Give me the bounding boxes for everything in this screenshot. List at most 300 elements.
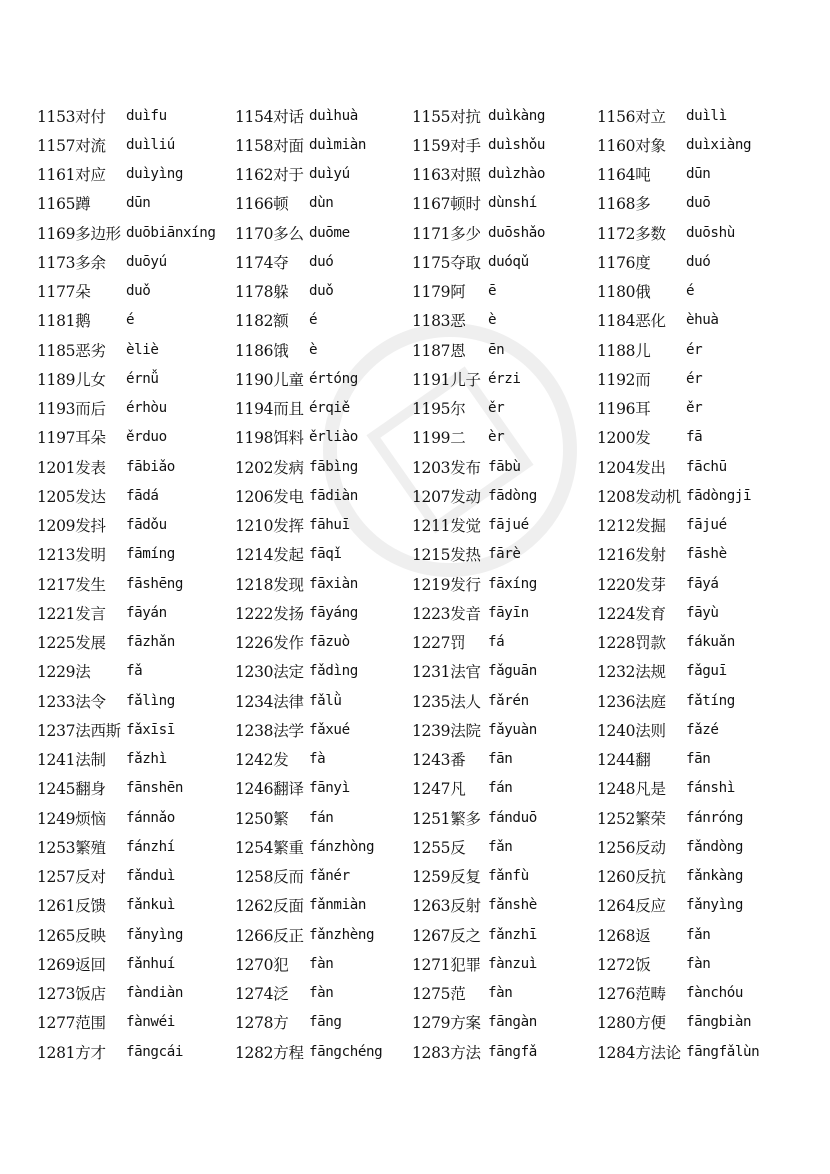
vocab-entry [235, 569, 412, 598]
vocab-entry [412, 832, 597, 861]
entry-number-word: 1215发热 [412, 546, 481, 565]
entry-number-word: 1278方 [235, 1014, 289, 1033]
entry-number-word: 1265反映 [37, 926, 106, 945]
entry-number-word: 1261反馈 [37, 897, 106, 916]
entry-pinyin: fá [488, 634, 505, 651]
entry-pinyin: fǎnkuì [126, 897, 175, 914]
vocab-entry [597, 949, 777, 978]
entry-number-word: 1282方程 [235, 1043, 304, 1062]
entry-number-word: 1256反动 [597, 838, 666, 857]
vocab-entry [597, 686, 777, 715]
entry-pinyin: fādòng [488, 487, 537, 504]
entry-pinyin: fǎ [126, 663, 143, 680]
entry-pinyin: fāxiàn [309, 575, 358, 592]
vocab-entry [235, 1008, 412, 1037]
entry-pinyin: fàn [488, 985, 513, 1002]
entry-pinyin: fǎguān [488, 663, 537, 680]
entry-pinyin: fānshēn [126, 780, 183, 797]
entry-number-word: 1233法令 [37, 692, 106, 711]
vocab-entry [235, 979, 412, 1008]
entry-number-word: 1210发挥 [235, 517, 304, 536]
entry-pinyin: fànchóu [686, 985, 743, 1002]
entry-number-word: 1155对抗 [412, 107, 481, 126]
vocab-entry [235, 306, 412, 335]
entry-pinyin: duōshǎo [488, 224, 545, 241]
vocab-entry [597, 745, 777, 774]
entry-pinyin: dùnshí [488, 195, 537, 212]
vocab-entry [235, 160, 412, 189]
vocab-entry [597, 569, 777, 598]
entry-number-word: 1190儿童 [235, 370, 304, 389]
entry-number-word: 1279方案 [412, 1014, 481, 1033]
entry-number-word: 1281方才 [37, 1043, 106, 1062]
entry-pinyin: fàn [686, 955, 711, 972]
entry-number-word: 1275范 [412, 985, 466, 1004]
entry-pinyin: fāshè [686, 546, 727, 563]
entry-number-word: 1183恶 [412, 312, 466, 331]
entry-number-word: 1188儿 [597, 341, 651, 360]
vocab-entry [37, 101, 235, 130]
entry-pinyin: fāngcái [126, 1043, 183, 1060]
entry-number-word: 1165蹲 [37, 195, 91, 214]
entry-pinyin: ěr [686, 400, 703, 417]
entry-number-word: 1248凡是 [597, 780, 666, 799]
entry-pinyin: fāngchéng [309, 1043, 383, 1060]
vocab-entry [37, 862, 235, 891]
entry-pinyin: ē [488, 283, 497, 300]
entry-pinyin: fǎtíng [686, 692, 735, 709]
vocab-entry [412, 569, 597, 598]
entry-number-word: 1244翻 [597, 751, 651, 770]
vocab-entry [37, 189, 235, 218]
entry-number-word: 1177朵 [37, 283, 91, 302]
entry-pinyin: fāyán [126, 604, 167, 621]
entry-number-word: 1273饭店 [37, 985, 106, 1004]
entry-pinyin: fājué [488, 517, 529, 534]
vocab-entry [412, 101, 597, 130]
entry-pinyin: fànwéi [126, 1014, 175, 1031]
vocab-entry [235, 423, 412, 452]
entry-number-word: 1213发明 [37, 546, 106, 565]
entry-pinyin: fāngfǎlùn [686, 1043, 760, 1060]
vocab-entry [412, 920, 597, 949]
entry-number-word: 1178躲 [235, 283, 289, 302]
entry-pinyin: fǎnyìng [686, 897, 743, 914]
entry-pinyin: ēn [488, 341, 505, 358]
vocab-entry [412, 423, 597, 452]
vocab-entry [597, 160, 777, 189]
vocabulary-table [37, 101, 777, 1066]
vocab-entry [597, 511, 777, 540]
entry-pinyin: fán [309, 809, 334, 826]
entry-pinyin: fàn [309, 955, 334, 972]
entry-pinyin: fǎndòng [686, 838, 743, 855]
vocab-entry [412, 394, 597, 423]
entry-number-word: 1170多么 [235, 224, 304, 243]
entry-number-word: 1234法律 [235, 692, 304, 711]
entry-number-word: 1174夺 [235, 253, 289, 272]
entry-pinyin: érqiě [309, 400, 350, 417]
entry-number-word: 1254繁重 [235, 838, 304, 857]
entry-number-word: 1153对付 [37, 107, 106, 126]
vocab-entry [412, 598, 597, 627]
entry-number-word: 1191儿子 [412, 370, 481, 389]
entry-pinyin: duìyú [309, 166, 350, 183]
vocab-entry [597, 481, 777, 510]
vocab-entry [235, 862, 412, 891]
entry-pinyin: duō [686, 195, 711, 212]
entry-number-word: 1201发表 [37, 458, 106, 477]
entry-number-word: 1258反而 [235, 868, 304, 887]
entry-pinyin: fǎnhuí [126, 955, 175, 972]
vocab-entry [597, 364, 777, 393]
entry-pinyin: fánzhòng [309, 838, 375, 855]
vocab-entry [597, 832, 777, 861]
entry-number-word: 1255反 [412, 838, 466, 857]
entry-pinyin: dūn [126, 195, 151, 212]
entry-number-word: 1208发动机 [597, 487, 681, 506]
vocab-entry [37, 1008, 235, 1037]
entry-pinyin: duìlì [686, 107, 727, 124]
vocab-entry [37, 130, 235, 159]
entry-number-word: 1193而后 [37, 400, 106, 419]
vocab-entry [597, 1008, 777, 1037]
vocab-entry [37, 686, 235, 715]
entry-pinyin: fāhuī [309, 517, 350, 534]
entry-pinyin: fǎxué [309, 721, 350, 738]
vocab-entry [235, 511, 412, 540]
entry-number-word: 1172多数 [597, 224, 666, 243]
entry-number-word: 1264反应 [597, 897, 666, 916]
entry-pinyin: fānyì [309, 780, 350, 797]
entry-pinyin: é [309, 312, 318, 329]
entry-pinyin: è [488, 312, 497, 329]
vocab-entry [37, 335, 235, 364]
entry-number-word: 1283方法 [412, 1043, 481, 1062]
vocab-entry [235, 335, 412, 364]
entry-pinyin: fàndiàn [126, 985, 183, 1002]
vocab-entry [412, 1008, 597, 1037]
vocab-entry [37, 891, 235, 920]
vocab-entry [412, 277, 597, 306]
vocab-entry [235, 598, 412, 627]
entry-number-word: 1204发出 [597, 458, 666, 477]
entry-number-word: 1166顿 [235, 195, 289, 214]
entry-pinyin: èhuà [686, 312, 719, 329]
vocab-entry [37, 540, 235, 569]
entry-number-word: 1280方便 [597, 1014, 666, 1033]
vocab-entry [412, 715, 597, 744]
vocab-entry [412, 189, 597, 218]
entry-pinyin: fǎnduì [126, 868, 175, 885]
vocab-entry [37, 628, 235, 657]
vocab-entry [37, 394, 235, 423]
entry-number-word: 1253繁殖 [37, 838, 106, 857]
vocab-entry [37, 715, 235, 744]
entry-number-word: 1271犯罪 [412, 955, 481, 974]
entry-pinyin: fǎnyìng [126, 926, 183, 943]
vocab-entry [597, 1037, 777, 1066]
vocab-entry [235, 657, 412, 686]
entry-number-word: 1184恶化 [597, 312, 666, 331]
entry-number-word: 1230法定 [235, 663, 304, 682]
vocab-entry [597, 335, 777, 364]
vocab-entry [412, 745, 597, 774]
vocab-entry [37, 598, 235, 627]
entry-number-word: 1198饵料 [235, 429, 304, 448]
entry-pinyin: fǎdìng [309, 663, 358, 680]
entry-pinyin: duōyú [126, 253, 167, 270]
entry-pinyin: fánzhí [126, 838, 175, 855]
entry-pinyin: érhòu [126, 400, 167, 417]
entry-pinyin: duìxiàng [686, 136, 752, 153]
entry-pinyin: duìhuà [309, 107, 358, 124]
entry-number-word: 1202发病 [235, 458, 304, 477]
entry-pinyin: fāyáng [309, 604, 358, 621]
entry-number-word: 1219发行 [412, 575, 481, 594]
vocab-entry [235, 130, 412, 159]
entry-number-word: 1223发音 [412, 604, 481, 623]
vocab-entry [412, 891, 597, 920]
vocab-entry [235, 686, 412, 715]
entry-pinyin: fà [309, 751, 326, 768]
entry-pinyin: èr [488, 429, 505, 446]
vocab-entry [235, 628, 412, 657]
vocab-entry [37, 1037, 235, 1066]
entry-pinyin: fādiàn [309, 487, 358, 504]
entry-number-word: 1156对立 [597, 107, 666, 126]
vocab-entry [597, 540, 777, 569]
entry-pinyin: fǎyuàn [488, 721, 537, 738]
vocab-entry [235, 715, 412, 744]
vocab-entry [235, 394, 412, 423]
entry-pinyin: fāngàn [488, 1014, 537, 1031]
entry-pinyin: fāzuò [309, 634, 350, 651]
vocab-entry [37, 949, 235, 978]
entry-pinyin: fǎnfù [488, 868, 529, 885]
entry-number-word: 1252繁荣 [597, 809, 666, 828]
entry-pinyin: fànzuì [488, 955, 537, 972]
vocab-entry [597, 803, 777, 832]
vocab-entry [412, 130, 597, 159]
entry-number-word: 1214发起 [235, 546, 304, 565]
vocab-entry [597, 189, 777, 218]
entry-pinyin: fājué [686, 517, 727, 534]
vocab-entry [597, 715, 777, 744]
entry-number-word: 1162对于 [235, 166, 304, 185]
entry-pinyin: fāmíng [126, 546, 175, 563]
vocab-entry [37, 511, 235, 540]
entry-number-word: 1242发 [235, 751, 289, 770]
entry-number-word: 1173多余 [37, 253, 106, 272]
vocab-entry [235, 745, 412, 774]
entry-pinyin: fǎguī [686, 663, 727, 680]
vocab-entry [412, 803, 597, 832]
entry-pinyin: fādá [126, 487, 159, 504]
entry-pinyin: fánnǎo [126, 809, 175, 826]
entry-number-word: 1267反之 [412, 926, 481, 945]
entry-number-word: 1211发觉 [412, 517, 481, 536]
entry-pinyin: é [686, 283, 695, 300]
vocab-entry [597, 394, 777, 423]
entry-number-word: 1284方法论 [597, 1043, 681, 1062]
entry-number-word: 1243番 [412, 751, 466, 770]
entry-number-word: 1236法庭 [597, 692, 666, 711]
entry-pinyin: ér [686, 341, 703, 358]
entry-pinyin: é [126, 312, 135, 329]
vocab-entry [412, 657, 597, 686]
entry-number-word: 1176度 [597, 253, 651, 272]
entry-number-word: 1169多边形 [37, 224, 121, 243]
entry-number-word: 1269返回 [37, 955, 106, 974]
vocab-entry [412, 979, 597, 1008]
entry-pinyin: fǎzhì [126, 751, 167, 768]
vocab-entry [597, 979, 777, 1008]
entry-pinyin: fāng [309, 1014, 342, 1031]
entry-number-word: 1187恩 [412, 341, 466, 360]
vocab-entry [37, 160, 235, 189]
vocab-entry [235, 189, 412, 218]
entry-pinyin: fāyá [686, 575, 719, 592]
vocab-entry [37, 745, 235, 774]
entry-pinyin: fāqǐ [309, 546, 342, 563]
vocab-entry [235, 481, 412, 510]
entry-pinyin: fákuǎn [686, 634, 735, 651]
vocab-entry [37, 803, 235, 832]
entry-pinyin: fǎnmiàn [309, 897, 366, 914]
entry-number-word: 1272饭 [597, 955, 651, 974]
vocab-entry [235, 1037, 412, 1066]
vocab-entry [412, 540, 597, 569]
entry-pinyin: fā [686, 429, 703, 446]
entry-number-word: 1239法院 [412, 721, 481, 740]
entry-number-word: 1157对流 [37, 136, 106, 155]
entry-pinyin: duōme [309, 224, 350, 241]
vocab-entry [235, 277, 412, 306]
vocab-entry [37, 481, 235, 510]
entry-number-word: 1238法学 [235, 721, 304, 740]
entry-pinyin: duōbiānxíng [126, 224, 216, 241]
entry-pinyin: értóng [309, 370, 358, 387]
entry-pinyin: fādǒu [126, 517, 167, 534]
entry-pinyin: fǎn [686, 926, 711, 943]
entry-number-word: 1270犯 [235, 955, 289, 974]
entry-pinyin: duó [686, 253, 711, 270]
vocab-entry [412, 481, 597, 510]
vocab-entry [412, 364, 597, 393]
entry-number-word: 1240法则 [597, 721, 666, 740]
entry-number-word: 1218发现 [235, 575, 304, 594]
entry-number-word: 1192而 [597, 370, 651, 389]
vocab-entry [412, 774, 597, 803]
vocab-entry [597, 891, 777, 920]
entry-number-word: 1225发展 [37, 634, 106, 653]
vocab-entry [412, 306, 597, 335]
entry-pinyin: fābìng [309, 458, 358, 475]
entry-number-word: 1180俄 [597, 283, 651, 302]
entry-number-word: 1163对照 [412, 166, 481, 185]
vocab-entry [37, 218, 235, 247]
entry-pinyin: fán [488, 780, 513, 797]
vocab-entry [412, 686, 597, 715]
entry-number-word: 1154对话 [235, 107, 304, 126]
vocab-entry [412, 862, 597, 891]
entry-pinyin: ěrduo [126, 429, 167, 446]
entry-number-word: 1229法 [37, 663, 91, 682]
entry-pinyin: duìyìng [126, 166, 183, 183]
vocab-entry [412, 452, 597, 481]
entry-number-word: 1232法规 [597, 663, 666, 682]
vocab-entry [412, 511, 597, 540]
entry-pinyin: fánduō [488, 809, 537, 826]
entry-pinyin: fān [488, 751, 513, 768]
entry-number-word: 1247凡 [412, 780, 466, 799]
entry-pinyin: fǎlìng [126, 692, 175, 709]
entry-pinyin: fǎnkàng [686, 868, 743, 885]
entry-number-word: 1260反抗 [597, 868, 666, 887]
entry-pinyin: duìmiàn [309, 136, 366, 153]
vocab-entry [597, 306, 777, 335]
entry-pinyin: duìliú [126, 136, 175, 153]
vocab-entry [597, 628, 777, 657]
entry-pinyin: fāyù [686, 604, 719, 621]
entry-pinyin: duìzhào [488, 166, 545, 183]
entry-pinyin: fǎnzhèng [309, 926, 375, 943]
entry-pinyin: duó [309, 253, 334, 270]
vocab-entry [235, 364, 412, 393]
entry-number-word: 1246翻译 [235, 780, 304, 799]
vocab-entry [37, 920, 235, 949]
entry-pinyin: ěr [488, 400, 505, 417]
vocab-entry [37, 774, 235, 803]
entry-number-word: 1189儿女 [37, 370, 106, 389]
entry-number-word: 1251繁多 [412, 809, 481, 828]
entry-pinyin: fǎrén [488, 692, 529, 709]
vocab-entry [597, 862, 777, 891]
entry-number-word: 1206发电 [235, 487, 304, 506]
entry-pinyin: duìshǒu [488, 136, 545, 153]
vocab-entry [37, 423, 235, 452]
entry-pinyin: fánshì [686, 780, 735, 797]
entry-number-word: 1216发射 [597, 546, 666, 565]
vocab-entry [597, 130, 777, 159]
vocab-entry [412, 218, 597, 247]
entry-pinyin: fān [686, 751, 711, 768]
entry-pinyin: fàn [309, 985, 334, 1002]
entry-number-word: 1203发布 [412, 458, 481, 477]
vocab-entry [37, 306, 235, 335]
vocab-entry [37, 452, 235, 481]
vocab-entry [235, 949, 412, 978]
vocab-entry [597, 774, 777, 803]
vocab-entry [37, 277, 235, 306]
entry-number-word: 1224发育 [597, 604, 666, 623]
entry-pinyin: fǎlǜ [309, 692, 342, 709]
entry-pinyin: fǎnér [309, 868, 350, 885]
entry-pinyin: èliè [126, 341, 159, 358]
entry-number-word: 1262反面 [235, 897, 304, 916]
entry-pinyin: duǒ [309, 283, 334, 300]
entry-number-word: 1195尔 [412, 400, 466, 419]
entry-pinyin: è [309, 341, 318, 358]
entry-pinyin: fāngfǎ [488, 1043, 537, 1060]
vocab-entry [235, 540, 412, 569]
entry-number-word: 1227罚 [412, 634, 466, 653]
entry-pinyin: fánróng [686, 809, 743, 826]
vocab-entry [235, 218, 412, 247]
entry-pinyin: fǎzé [686, 721, 719, 738]
entry-pinyin: duōshù [686, 224, 735, 241]
